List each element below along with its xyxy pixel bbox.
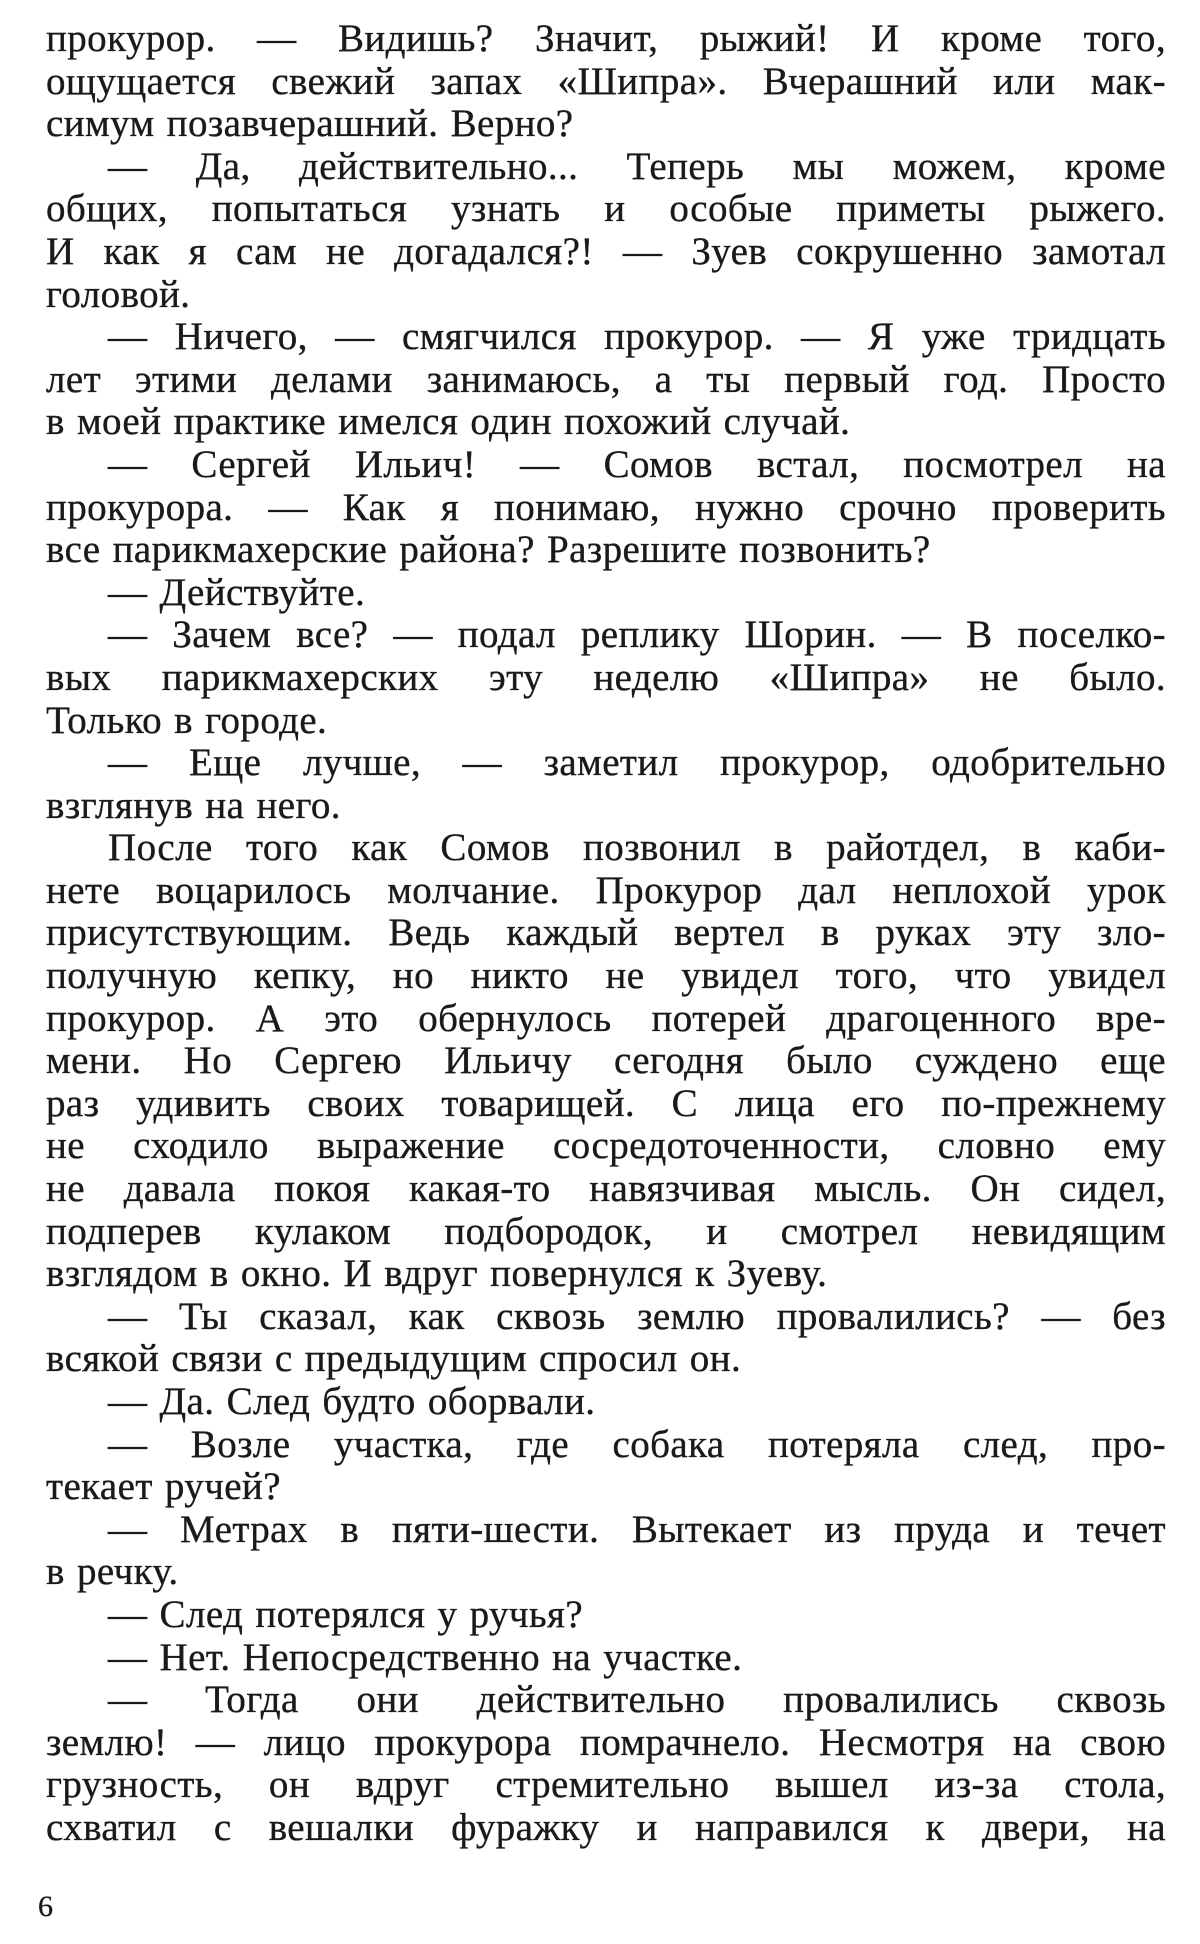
text-line: не давала покоя какая-то навязчивая мысль. Он сидел,	[46, 1167, 1166, 1211]
text-line: землю! — лицо прокурора помрачнело. Несмотря на свою	[46, 1720, 1166, 1764]
text-line: прокурор. — Видишь? Значит, рыжий! И кроме того,	[46, 17, 1166, 60]
text-line: вых парикмахерских эту неделю «Шипра» не было.	[46, 655, 1166, 699]
text-line: — Метрах в пяти-шести. Вытекает из пруда и течет	[108, 1507, 1166, 1551]
text-line: взглянув на него.	[46, 783, 341, 827]
text-line: прокурор. А это обернулось потерей драгоценного вре-	[46, 996, 1166, 1040]
text-line: прокурора. — Как я понимаю, нужно срочно проверить	[46, 485, 1166, 529]
text-line: симум позавчерашний. Верно?	[46, 102, 574, 146]
text-line: — Да, действительно... Теперь мы можем, кроме	[108, 144, 1166, 188]
text-line: взглядом в окно. И вдруг повернулся к Зуеву.	[46, 1252, 828, 1296]
text-line: — Еще лучше, — заметил прокурор, одобрительно	[108, 741, 1166, 785]
text-line: в речку.	[46, 1550, 179, 1594]
text-line: И как я сам не догадался?! — Зуев сокрушенно замотал	[46, 229, 1166, 273]
text-line: все парикмахерские района? Разрешите позвонить?	[46, 528, 931, 572]
text-line: присутствующим. Ведь каждый вертел в руках эту зло-	[46, 911, 1166, 955]
text-line: грузность, он вдруг стремительно вышел из-за стола,	[46, 1763, 1166, 1807]
text-line: головой.	[46, 272, 191, 316]
page-text	[46, 18, 1166, 1850]
text-line: мени. Но Сергею Ильичу сегодня было суждено еще	[46, 1039, 1166, 1083]
text-line: — Зачем все? — подал реплику Шорин. — В поселко-	[108, 613, 1166, 657]
text-line: лет этими делами занимаюсь, а ты первый год. Просто	[46, 357, 1166, 401]
text-line: — След потерялся у ручья?	[108, 1592, 584, 1636]
text-line: — Тогда они действительно провалились сквозь	[108, 1678, 1166, 1722]
text-line: ощущается свежий запах «Шипра». Вчерашний или мак-	[46, 59, 1166, 103]
text-line: — Сергей Ильич! — Сомов встал, посмотрел на	[108, 442, 1166, 486]
text-line: — Ничего, — смягчился прокурор. — Я уже тридцать	[108, 315, 1166, 359]
text-line: нете воцарилось молчание. Прокурор дал неплохой урок	[46, 868, 1166, 912]
text-line: подперев кулаком подбородок, и смотрел невидящим	[46, 1209, 1166, 1253]
text-line: После того как Сомов позвонил в райотдел, в каби-	[108, 826, 1166, 870]
text-line: — Да. След будто оборвали.	[108, 1380, 596, 1423]
text-line: текает ручей?	[46, 1465, 281, 1509]
text-line: Только в городе.	[46, 698, 328, 742]
text-line: — Действуйте.	[108, 570, 366, 614]
text-line: всякой связи с предыдущим спросил он.	[46, 1337, 742, 1381]
text-line: — Ты сказал, как сквозь землю провалились? — без	[108, 1294, 1166, 1338]
page-number: 6	[38, 1890, 53, 1923]
text-line: — Нет. Непосредственно на участке.	[108, 1635, 743, 1679]
text-line: получную кепку, но никто не увидел того, что увидел	[46, 954, 1166, 998]
text-line: — Возле участка, где собака потеряла след, про-	[108, 1422, 1166, 1466]
text-line: общих, попытаться узнать и особые приметы рыжего.	[46, 187, 1166, 231]
text-line: раз удивить своих товарищей. С лица его по-прежнему	[46, 1081, 1166, 1125]
text-line: схватил с вешалки фуражку и направился к двери, на	[46, 1805, 1166, 1849]
text-line: в моей практике имелся один похожий случай.	[46, 400, 851, 444]
text-line: не сходило выражение сосредоточенности, словно ему	[46, 1124, 1166, 1168]
